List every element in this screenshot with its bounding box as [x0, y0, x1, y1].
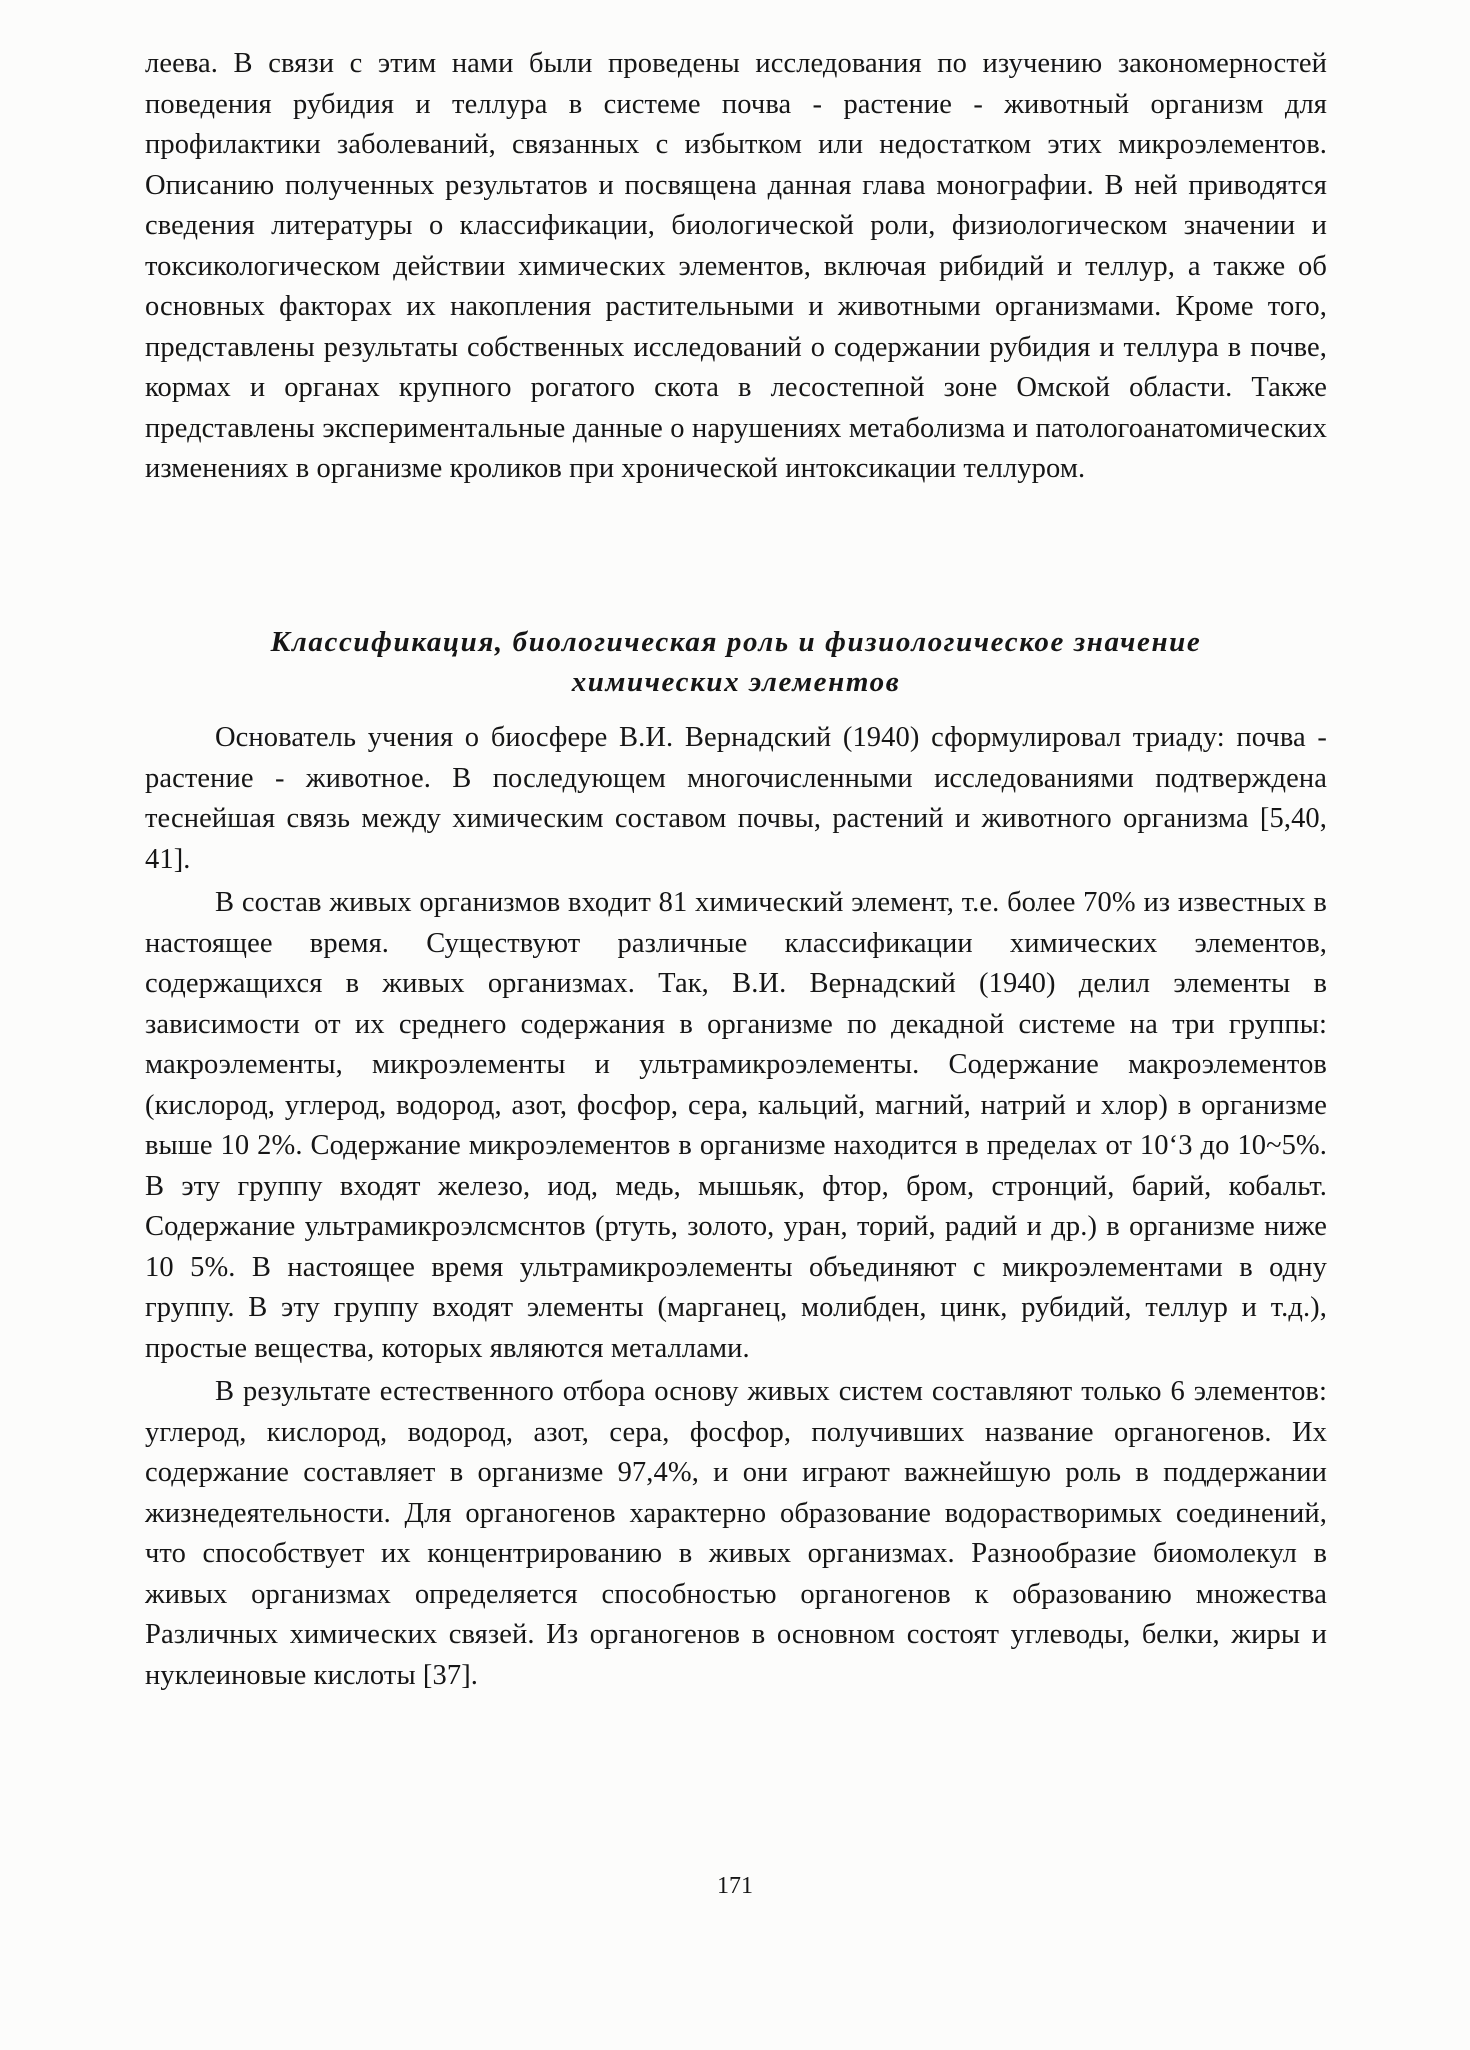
paragraph-3: В результате естественного отбора основу живых систем составляют только 6 элементов: углерод, кислород, водород, азот, сера, фосфор, получивших название органогенов. Их содержание составляет в организме 97,4%, и они играют важнейшую роль в поддержании жизнедеятельности. Для органогенов характерно образование водорастворимых соединений, что способствует их концентрированию в живых организмах. Разнообразие биомолекул в живых организмах определяется способностью органогенов к образованию множества Различных химических связей. Из органогенов в основном состоят углеводы, белки, жиры и нуклеиновые кислоты [37]. — [145, 1376, 1327, 1691]
paragraph-1: Основатель учения о биосфере В.И. Вернадский (1940) сформулировал триаду: почва - растение - животное. В последующем многочисленными исследованиями подтверждена теснейшая связь между химическим составом почвы, растений и животного организма [5,40, 41]. — [145, 722, 1327, 875]
section-heading-line-1: Классификация, биологическая роль и физиологическое значение — [270, 626, 1202, 658]
section-heading — [145, 622, 1327, 702]
section-body — [145, 718, 1327, 1696]
paragraph-2: В состав живых организмов входит 81 химический элемент, т.е. более 70% из известных в настоящее время. Существуют различные классификации химических элементов, содержащихся в живых организмах. Так, В.И. Вернадский (1940) делил элементы в зависимости от их среднего содержания в организме по декадной системе на три группы: макроэлементы, микроэлементы и ультрамикроэлементы. Содержание макроэлементов (кислород, углерод, водород, азот, фосфор, сера, кальций, магний, натрий и хлор) в организме выше 10 2%. Содержание микроэлементов в организме находится в пределах от 10‘3 до 10~5%. В эту группу входят железо, иод, медь, мышьяк, фтор, бром, стронций, барий, кобальт. Содержание ультрамикроэлсмснтов (ртуть, золото, уран, торий, радий и др.) в организме ниже 10 5%. В настоящее время ультрамикроэлементы объединяют с микроэлементами в одну группу. В эту группу входят элементы (марганец, молибден, цинк, рубидий, теллур и т.д.), простые вещества, которых являются металлами. — [145, 887, 1327, 1364]
page-number: 171 — [717, 1873, 753, 1899]
section-heading-line-2: химических элементов — [571, 666, 901, 698]
intro-text — [145, 44, 1327, 490]
intro-paragraph: леева. В связи с этим нами были проведены исследования по изучению закономерностей поведения рубидия и теллура в системе почва - растение - животный организм для профилактики заболеваний, связанных с избытком или недостатком этих микроэлементов. Описанию полученных результатов и посвящена данная глава монографии. В ней приводятся сведения литературы о классификации, биологической роли, физиологическом значении и токсикологическом действии химических элементов, включая рибидий и теллур, а также об основных факторах их накопления растительными и животными организмами. Кроме того, представлены результаты собственных исследований о содержании рубидия и теллура в почве, кормах и органах крупного рогатого скота в лесостепной зоне Омской области. Также представлены экспериментальные данные о нарушениях метаболизма и патологоанатомических изменениях в организме кроликов при хронической интоксикации теллуром. — [145, 48, 1327, 484]
